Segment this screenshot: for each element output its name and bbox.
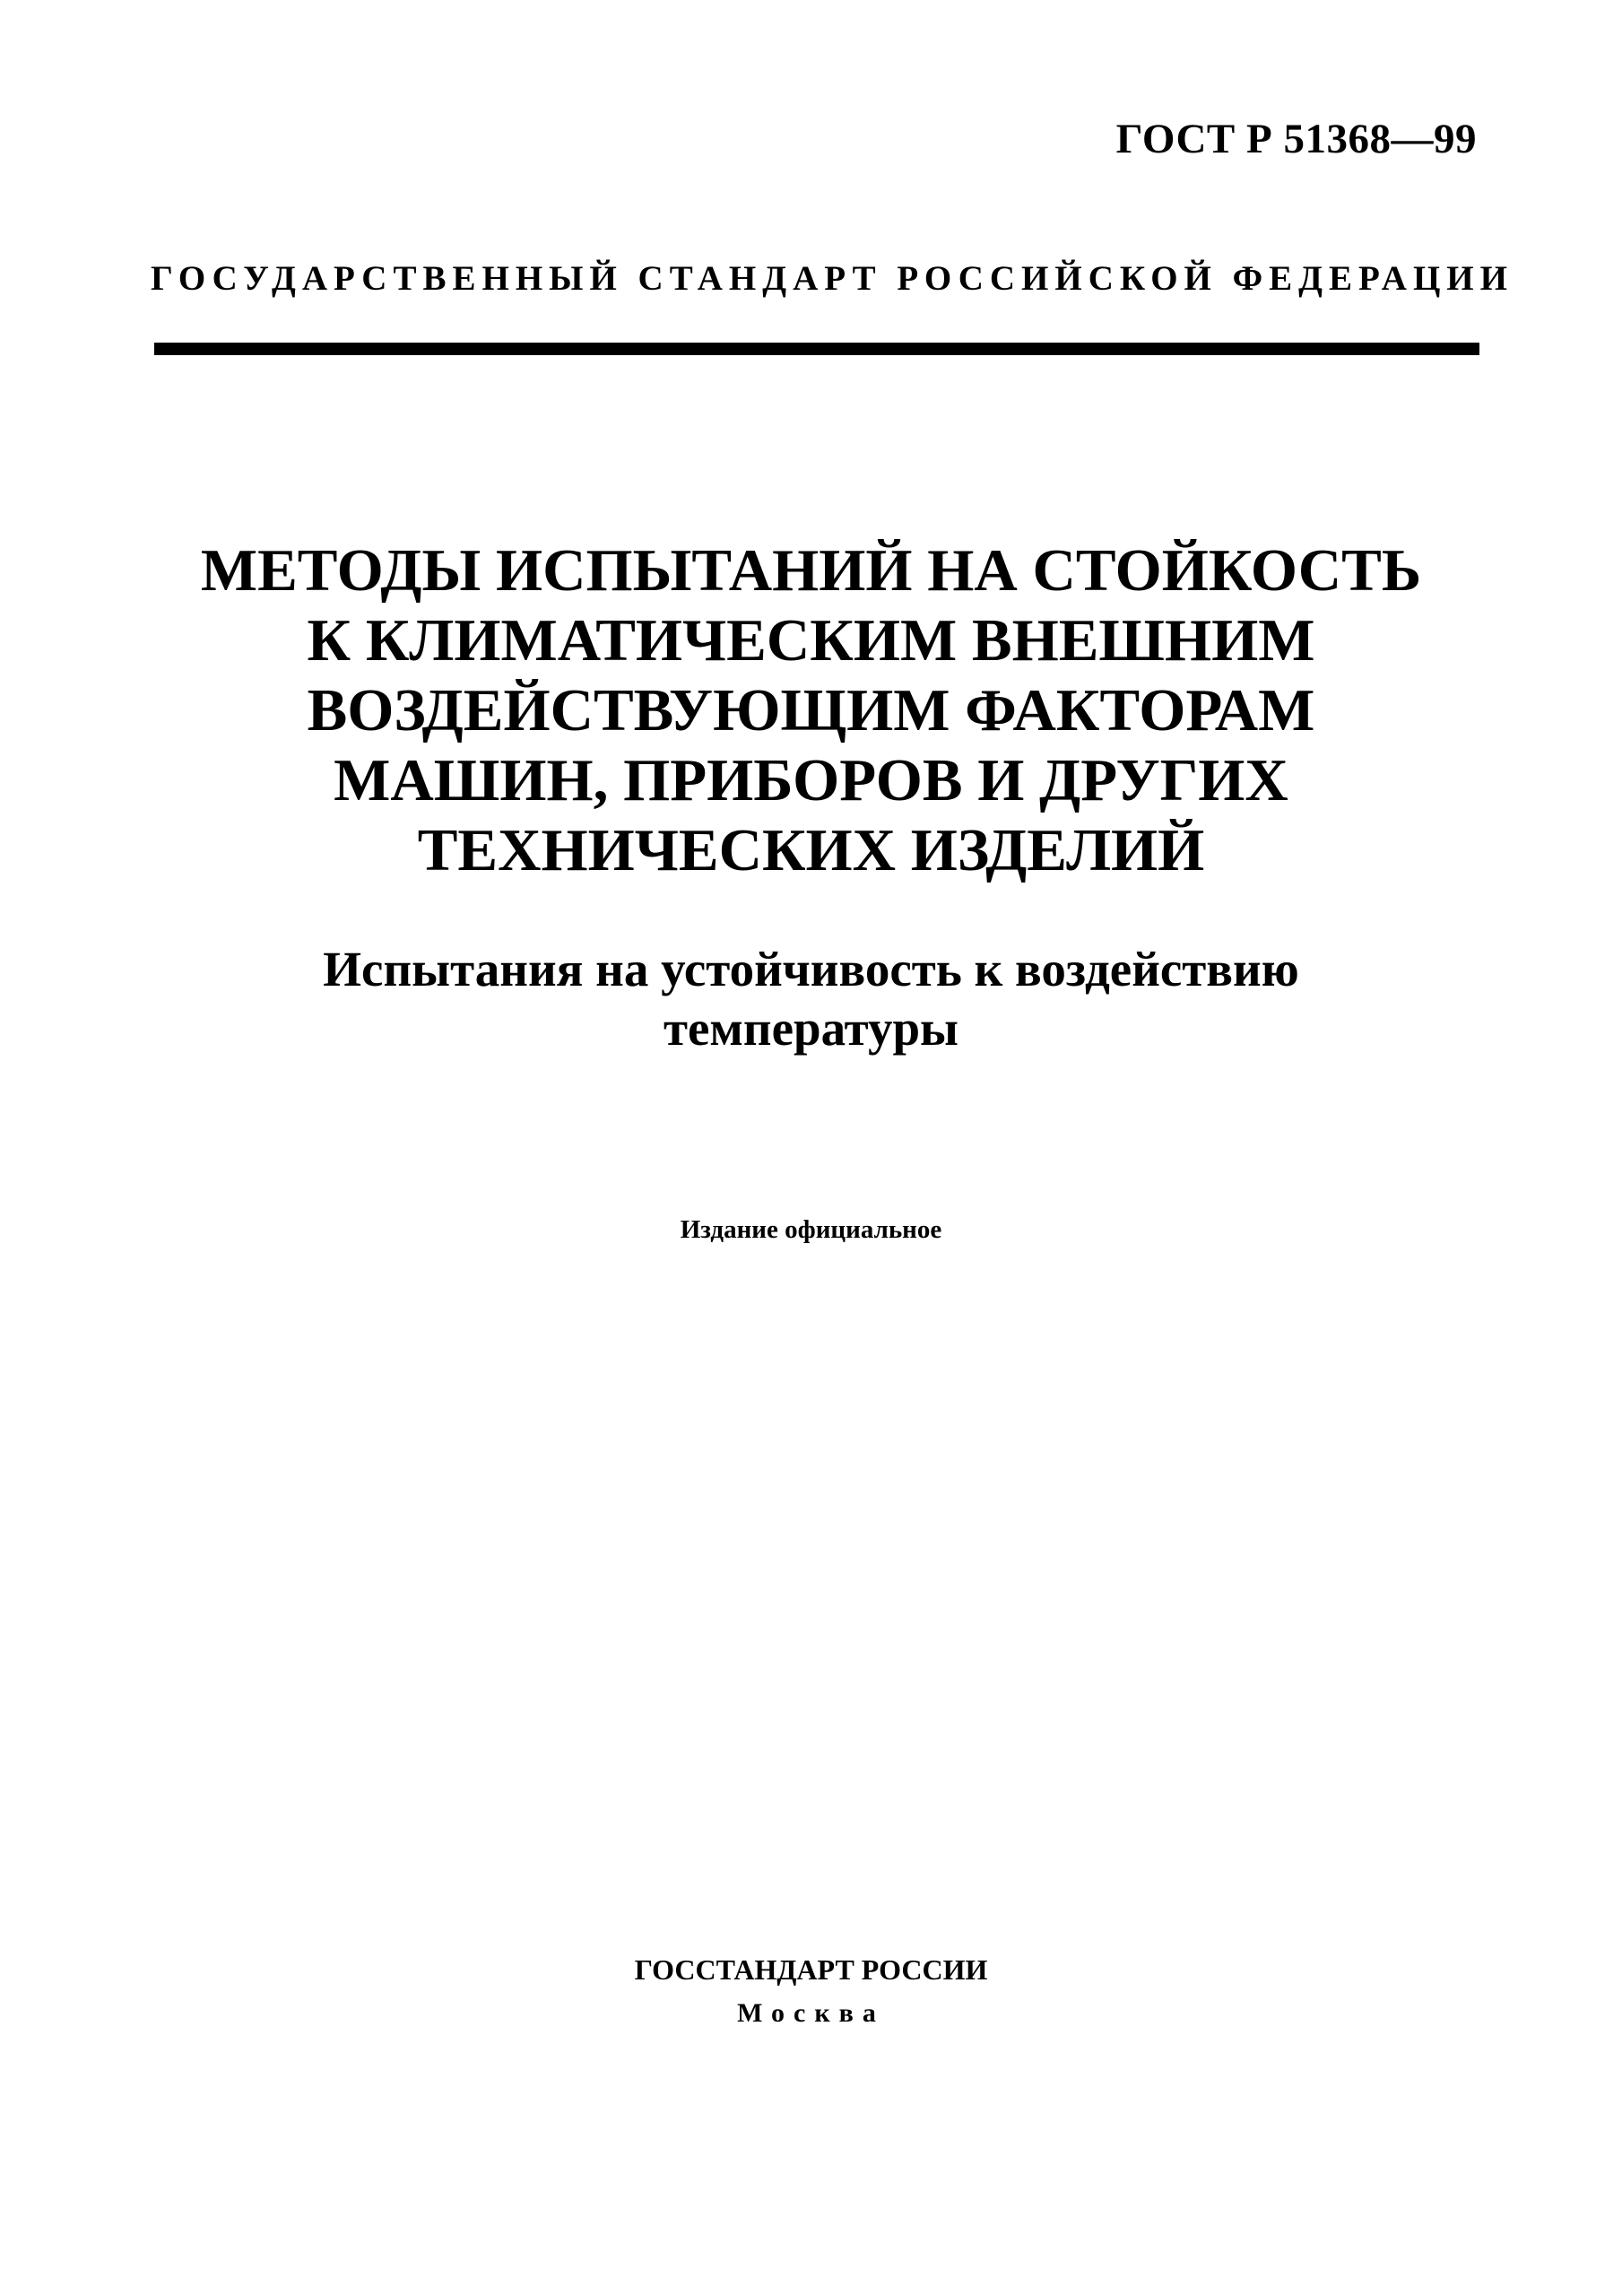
header-rule: [154, 343, 1479, 355]
subtitle-line: температуры: [664, 1001, 958, 1056]
document-code: ГОСТ Р 51368—99: [1115, 116, 1477, 162]
publication-city: Москва: [737, 1998, 885, 2028]
title-line: МАШИН, ПРИБОРОВ И ДРУГИХ: [334, 747, 1288, 813]
main-title: [0, 535, 1622, 885]
title-line: ТЕХНИЧЕСКИХ ИЗДЕЛИЙ: [417, 817, 1205, 883]
subtitle-line: Испытания на устойчивость к воздействию: [323, 942, 1299, 996]
subtitle: [0, 940, 1622, 1058]
publisher-name: ГОССТАНДАРТ РОССИИ: [634, 1953, 988, 1986]
edition-label: Издание официальное: [680, 1215, 942, 1244]
title-line: К КЛИМАТИЧЕСКИМ ВНЕШНИМ: [307, 607, 1315, 674]
title-line: МЕТОДЫ ИСПЫТАНИЙ НА СТОЙКОСТЬ: [200, 537, 1422, 604]
title-line: ВОЗДЕЙСТВУЮЩИМ ФАКТОРАМ: [307, 677, 1315, 744]
standard-header: ГОСУДАРСТВЕННЫЙ СТАНДАРТ РОССИЙСКОЙ ФЕДЕРАЦИИ: [151, 259, 1514, 298]
